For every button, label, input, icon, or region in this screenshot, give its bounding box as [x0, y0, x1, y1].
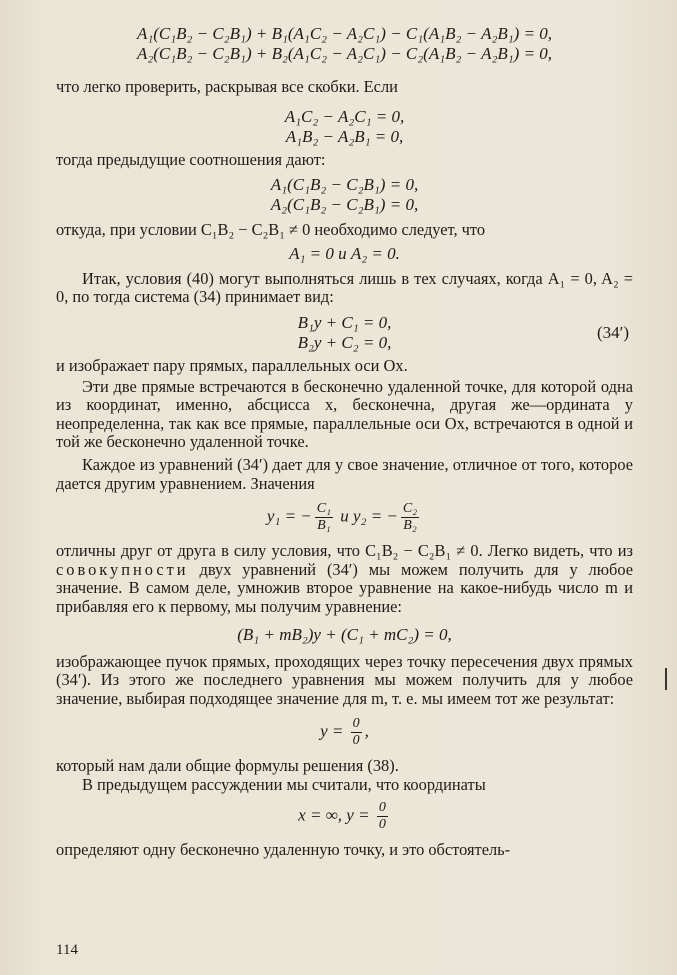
equation-part: , — [364, 721, 369, 741]
equation-part: и y₂ = − — [336, 506, 398, 526]
equation-part: y₁ = − — [266, 506, 312, 526]
fraction-numerator: C₂ — [402, 501, 418, 517]
fraction-denominator: 0 — [378, 817, 386, 833]
equation-system-top — [56, 24, 633, 64]
equation-number: (34′) — [596, 322, 629, 342]
equation-y-values — [56, 501, 633, 534]
paragraph: изображающее пучок прямых, проходящих через точку пересечения двух прямых (34′). Из этого же последнего уравнения мы можем получить для y любое значение, выбирая подходящее значение для m, т. е. мы имеем тот же результат: — [56, 651, 633, 708]
equation-line: A₁B₂ − A₂B₁ = 0, — [285, 126, 404, 146]
equation-relations — [56, 175, 633, 215]
fraction-denominator: B₂ — [403, 518, 417, 534]
fraction — [351, 716, 362, 749]
equation-line: A₁(C₁B₂ − C₂B₁) = 0, — [270, 175, 419, 195]
equation-conditions — [56, 107, 633, 147]
paragraph: В предыдущем рассуждении мы считали, что координаты — [82, 774, 486, 794]
equation-line: A₂(C₁B₂ − C₂B₁) = 0, — [270, 195, 419, 215]
fraction — [377, 800, 388, 833]
paragraph: Итак, условия (40) могут выполняться лишь в тех случаях, когда A₁ = 0, A₂ = 0, по тогда система (34) принимает вид: — [56, 268, 633, 307]
page-number: 114 — [56, 942, 78, 958]
paragraph: Эти две прямые встречаются в бесконечно удаленной точке, для которой одна из координат, именно, абсцисса x, бесконечна, другая же—ордината y неопределенна, так как все прямые, параллельные оси Ox, встречаются в одной и той же бесконечно удаленной точке. — [56, 376, 633, 452]
equation-line: A₂(C₁B₂ − C₂B₁) + B₂(A₁C₂ − A₂C₁) − C₂(A₁B₂ − A₂B₁) = 0, — [136, 44, 553, 63]
fraction-numerator: C₁ — [316, 501, 331, 517]
equation-line: B₂y + C₂ = 0, — [297, 332, 392, 352]
equation-part: x = ∞, y = — [298, 805, 374, 825]
fraction-numerator: 0 — [378, 800, 386, 816]
paragraph: определяют одну бесконечно удаленную точку, и это обстоятель- — [56, 840, 511, 860]
paragraph — [56, 542, 633, 616]
paragraph: что легко проверить, раскрывая все скобки. Если — [56, 77, 398, 96]
equation-y-indeterminate — [56, 716, 633, 749]
spaced-emphasis: совокупности — [56, 559, 189, 579]
fraction-denominator: 0 — [352, 733, 360, 749]
equation-infinite-point — [56, 800, 633, 833]
text-run: двух уравнений (34′) мы можем получить для y любое значение. В самом деле, умножив второе уравнение на какое-нибудь число m и прибавляя его к первому, мы получим уравнение: — [56, 559, 633, 616]
scan-edge-mark — [665, 668, 667, 690]
fraction — [315, 501, 333, 534]
fraction-denominator: B₁ — [317, 518, 331, 534]
equation-line: A₁C₂ − A₂C₁ = 0, — [284, 106, 405, 126]
equation-line: B₁y + C₁ = 0, — [297, 312, 392, 332]
equation-pencil: (B₁ + mB₂)y + (C₁ + mC₂) = 0, — [237, 624, 452, 644]
paragraph: и изображает пару прямых, параллельных оси Ox. — [56, 355, 408, 375]
equation-line: A₁(C₁B₂ − C₂B₁) + B₁(A₁C₂ − A₂C₁) − C₁(A₁B₂ − A₂B₁) = 0, — [136, 24, 553, 43]
paragraph: откуда, при условии C₁B₂ − C₂B₁ ≠ 0 необходимо следует, что — [56, 220, 486, 240]
text-run: отличны друг от друга в силу условия, что C₁B₂ − C₂B₁ ≠ 0. Легко видеть, что из — [56, 541, 633, 561]
paragraph: который нам дали общие формулы решения (38). — [56, 756, 399, 776]
paragraph: Каждое из уравнений (34′) дает для y свое значение, отличное от того, которое дается другим уравнением. Значения — [56, 454, 633, 493]
equation-part: y = — [320, 721, 348, 741]
paragraph: тогда предыдущие соотношения дают: — [56, 149, 326, 169]
fraction — [401, 501, 419, 534]
equation-line: A₁ = 0 и A₂ = 0. — [289, 243, 400, 263]
fraction-numerator: 0 — [352, 716, 360, 732]
equation-34-prime — [56, 313, 633, 353]
